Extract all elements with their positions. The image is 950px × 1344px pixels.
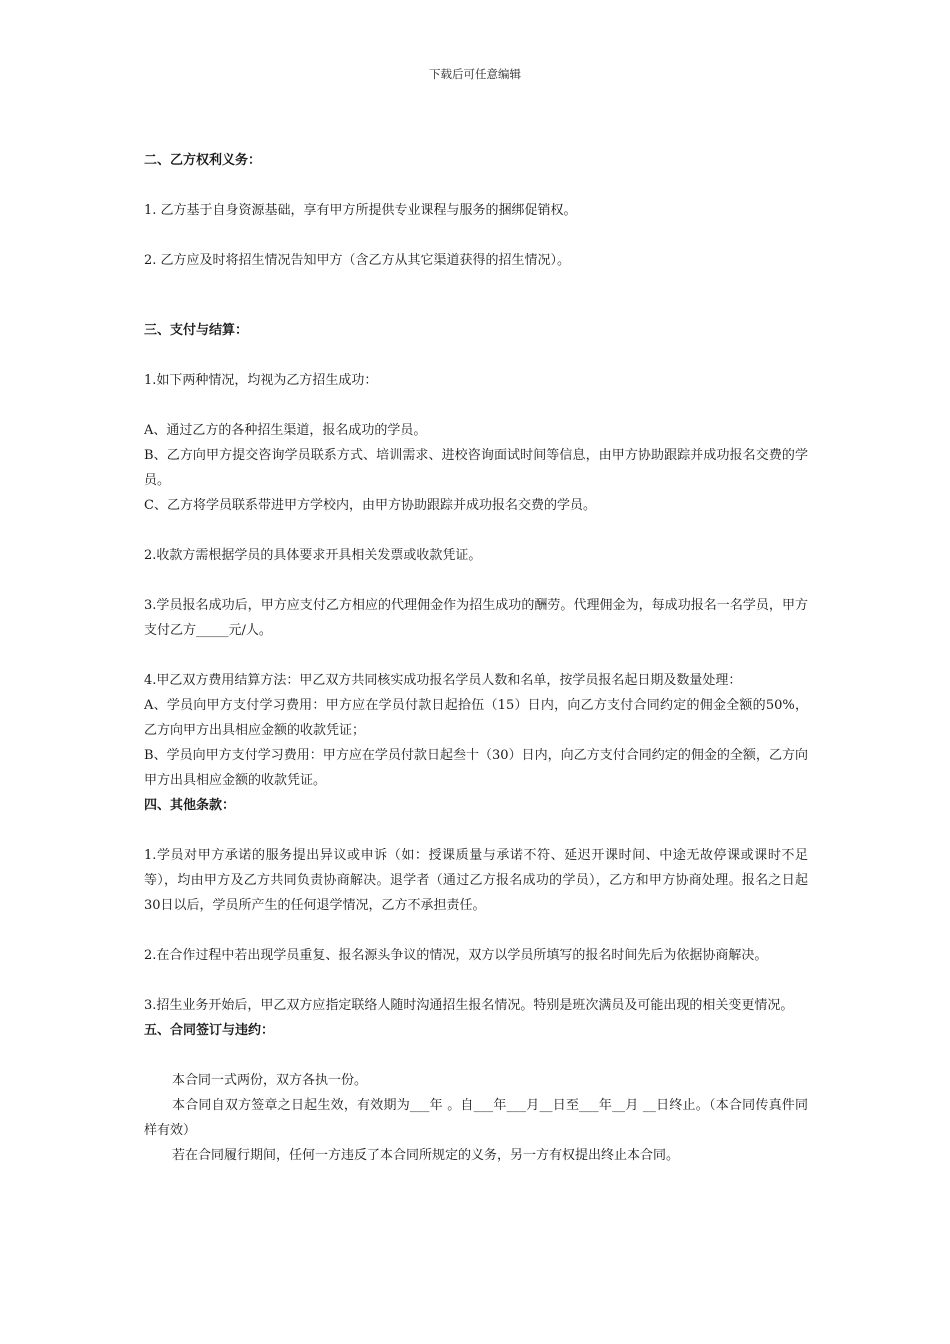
section-3-item-2: 2.收款方需根据学员的具体要求开具相关发票或收款凭证。 bbox=[144, 548, 482, 563]
section-2-item-1: 1. 乙方基于自身资源基础，享有甲方所提供专业课程与服务的捆绑促销权。 bbox=[144, 203, 577, 218]
section-3-item-3: 3.学员报名成功后，甲方应支付乙方相应的代理佣金作为招生成功的酬劳。代理佣金为，每成功报名一名学员，甲方支付乙方_____元/人。 bbox=[144, 598, 808, 638]
section-3-heading: 三、支付与结算： bbox=[144, 323, 249, 338]
document-body bbox=[144, 148, 808, 1168]
section-5-para-3: 若在合同履行期间，任何一方违反了本合同所规定的义务，另一方有权提出终止本合同。 bbox=[172, 1148, 680, 1163]
section-5-heading: 五、合同签订与违约： bbox=[144, 1023, 275, 1038]
page-header: 下载后可任意编辑 bbox=[429, 67, 521, 81]
section-2-heading: 二、乙方权利义务： bbox=[144, 153, 262, 168]
section-4-item-1: 1.学员对甲方承诺的服务提出异议或申诉（如：授课质量与承诺不符、延迟开课时间、中途无故停课或课时不足等），均由甲方及乙方共同负责协商解决。退学者（通过乙方报名成功的学员），乙方和甲方协商处理。报名之日起30日以后，学员所产生的任何退学情况，乙方不承担责任。 bbox=[144, 848, 808, 913]
section-4-item-3: 3.招生业务开始后，甲乙双方应指定联络人随时沟通招生报名情况。特别是班次满员及可能出现的相关变更情况。 bbox=[144, 998, 794, 1013]
section-3-item-1-b: B、乙方向甲方提交咨询学员联系方式、培训需求、进校咨询面试时间等信息，由甲方协助跟踪并成功报名交费的学员。 bbox=[144, 448, 808, 488]
section-3-item-4-a: A、学员向甲方支付学习费用：甲方应在学员付款日起拾伍（15）日内，向乙方支付合同约定的佣金全额的50%，乙方向甲方出具相应金额的收款凭证； bbox=[144, 698, 808, 738]
section-3-item-1-c: C、乙方将学员联系带进甲方学校内，由甲方协助跟踪并成功报名交费的学员。 bbox=[144, 498, 596, 513]
section-3-item-1-a: A、通过乙方的各种招生渠道，报名成功的学员。 bbox=[144, 423, 427, 438]
section-3-item-1: 1.如下两种情况，均视为乙方招生成功： bbox=[144, 373, 378, 388]
section-5-para-1: 本合同一式两份，双方各执一份。 bbox=[172, 1073, 368, 1088]
section-4-heading: 四、其他条款： bbox=[144, 798, 236, 813]
section-4-item-2: 2.在合作过程中若出现学员重复、报名源头争议的情况，双方以学员所填写的报名时间先后为依据协商解决。 bbox=[144, 948, 768, 963]
section-3-item-4-b: B、学员向甲方支付学习费用：甲方应在学员付款日起叁十（30）日内，向乙方支付合同约定的佣金的全额，乙方向甲方出具相应金额的收款凭证。 bbox=[144, 748, 808, 788]
section-2-item-2: 2. 乙方应及时将招生情况告知甲方（含乙方从其它渠道获得的招生情况）。 bbox=[144, 253, 571, 268]
section-3-item-4: 4.甲乙双方费用结算方法：甲乙双方共同核实成功报名学员人数和名单，按学员报名起日期及数量处理： bbox=[144, 673, 742, 688]
section-5-para-2: 本合同自双方签章之日起生效，有效期为___年 。自___年___月__日至___年__月 __日终止。（本合同传真件同样有效） bbox=[144, 1098, 808, 1138]
